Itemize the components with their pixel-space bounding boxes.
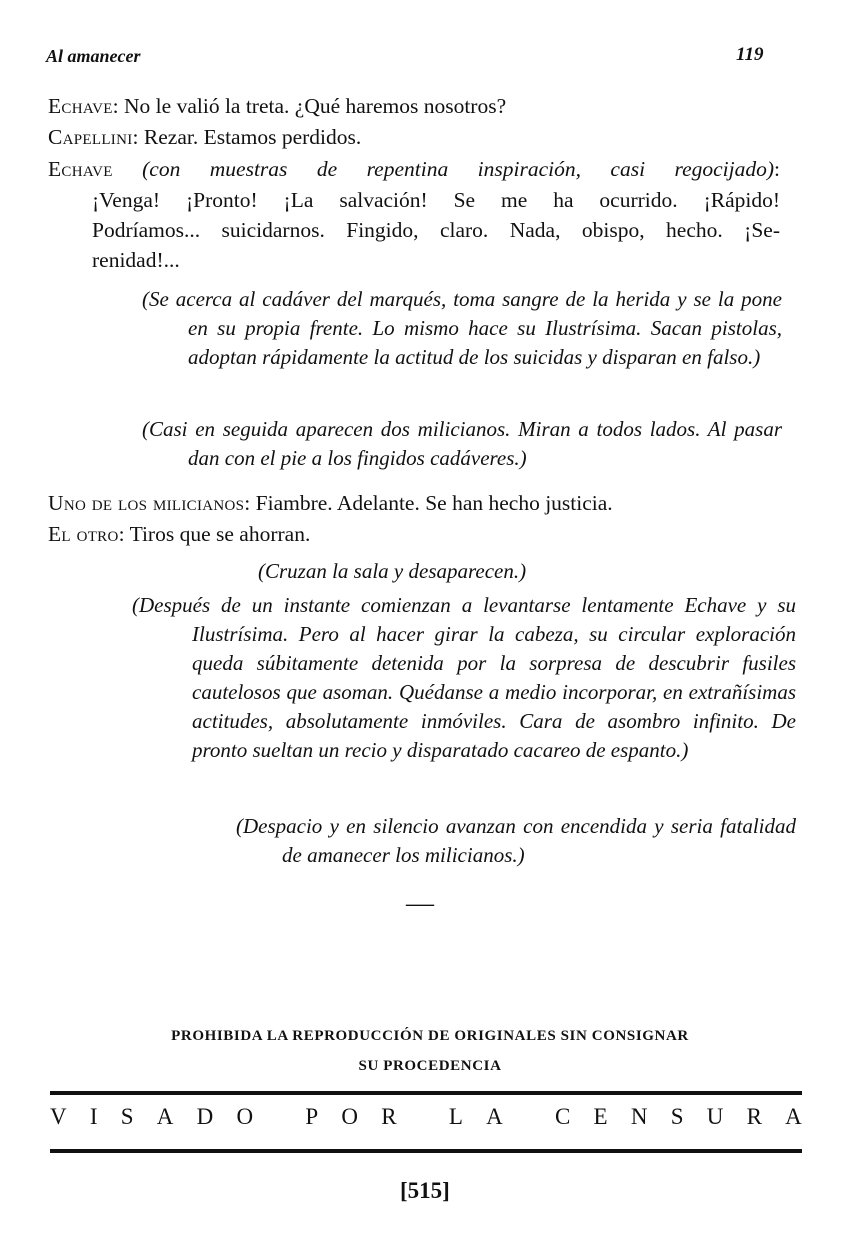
speaker-separator: : xyxy=(244,491,251,515)
censorship-letter: D xyxy=(196,1104,214,1129)
censorship-letter: O xyxy=(236,1104,254,1129)
speaker-name: Uno de los milicianos xyxy=(48,491,245,515)
dialogue-continuation: renidad!... xyxy=(92,248,180,272)
speaker-name: El otro xyxy=(48,522,119,546)
dialogue-line xyxy=(48,123,361,152)
end-dash: — xyxy=(406,888,434,919)
dialogue-text: Rezar. Estamos perdidos. xyxy=(138,125,362,149)
reproduction-notice-line1: PROHIBIDA LA REPRODUCCIÓN DE ORIGINALES SIN CONSIGNAR xyxy=(171,1028,689,1044)
censorship-gap xyxy=(526,1104,532,1130)
censorship-letter: P xyxy=(305,1104,319,1129)
stage-direction: (Se acerca al cadáver del marqués, toma sangre de la herida y se la pone en su propia frente. Lo mismo hace su Ilustrísima. Sacan pistolas, adoptan rápidamente la actitud de los suicidas y disparan en falso.) xyxy=(142,287,782,369)
dialogue-line xyxy=(48,155,780,184)
dialogue-text: Fiambre. Adelante. Se han hecho justicia. xyxy=(250,491,613,515)
censorship-letter: A xyxy=(486,1104,503,1129)
censorship-line xyxy=(50,1104,802,1130)
speaker-separator: : xyxy=(132,125,139,149)
censorship-letter: E xyxy=(593,1104,608,1129)
reproduction-notice-line2: SU PROCEDENCIA xyxy=(358,1058,502,1074)
censorship-letter: S xyxy=(670,1104,684,1129)
censorship-letter: U xyxy=(706,1104,724,1129)
dialogue-text: No le valió la treta. ¿Qué haremos nosotros? xyxy=(118,94,507,118)
running-title: Al amanecer xyxy=(46,46,141,66)
speaker-separator: : xyxy=(774,157,780,181)
bottom-rule xyxy=(50,1149,802,1153)
censorship-letter: N xyxy=(630,1104,648,1129)
speaker-separator: : xyxy=(112,94,119,118)
top-rule xyxy=(50,1091,802,1095)
stage-direction: (Cruzan la sala y desaparecen.) xyxy=(258,559,527,583)
dialogue-continuation: ¡Venga! ¡Pronto! ¡La salvación! Se me ha ocurrido. ¡Rápido! xyxy=(92,188,780,212)
censorship-letter: O xyxy=(341,1104,359,1129)
dialogue-continuation: Podríamos... suicidarnos. Fingido, claro. Nada, obispo, hecho. ¡Se- xyxy=(92,218,780,242)
dialogue-line xyxy=(48,520,310,549)
speaker-name: Capellini xyxy=(48,125,133,149)
stage-direction: (Despacio y en silencio avanzan con encendida y seria fatalidad de amanecer los milicianos.) xyxy=(236,814,796,867)
inline-direction: (con muestras de repentina inspiración, casi regocijado) xyxy=(142,157,775,181)
speaker-name: Echave xyxy=(48,157,113,181)
censorship-letter: C xyxy=(554,1104,571,1129)
censorship-letter: R xyxy=(381,1104,397,1129)
dialogue-line xyxy=(48,489,613,518)
censorship-letter: A xyxy=(785,1104,802,1129)
page-number: 119 xyxy=(736,44,764,65)
censorship-letter: I xyxy=(89,1104,98,1129)
speaker-separator: : xyxy=(118,522,125,546)
censorship-gap xyxy=(420,1104,426,1130)
stage-direction: (Después de un instante comienzan a levantarse lentamente Echave y su Ilustrísima. Pero al hacer girar la cabeza, su circular exploración queda súbitamente detenida por la sorpresa de descubrir fusiles cautelosos que asoman. Quédanse a medio incorporar, en extrañísimas actitudes, absolutamente inmóviles. Cara de asombro infinito. De pronto sueltan un recio y disparatado cacareo de espanto.) xyxy=(132,593,796,762)
censorship-letter: A xyxy=(156,1104,174,1129)
censorship-letter: S xyxy=(120,1104,134,1129)
censorship-letter: R xyxy=(746,1104,762,1129)
speaker-name: Echave xyxy=(48,94,113,118)
footer-page-number: [515] xyxy=(400,1178,450,1203)
stage-direction: (Casi en seguida aparecen dos milicianos. Miran a todos lados. Al pasar dan con el pie a los fingidos cadáveres.) xyxy=(142,417,782,470)
censorship-letter: L xyxy=(448,1104,463,1129)
censorship-gap xyxy=(276,1104,282,1130)
dialogue-line xyxy=(48,92,506,121)
censorship-letter: V xyxy=(50,1104,67,1129)
dialogue-text: Tiros que se ahorran. xyxy=(124,522,311,546)
